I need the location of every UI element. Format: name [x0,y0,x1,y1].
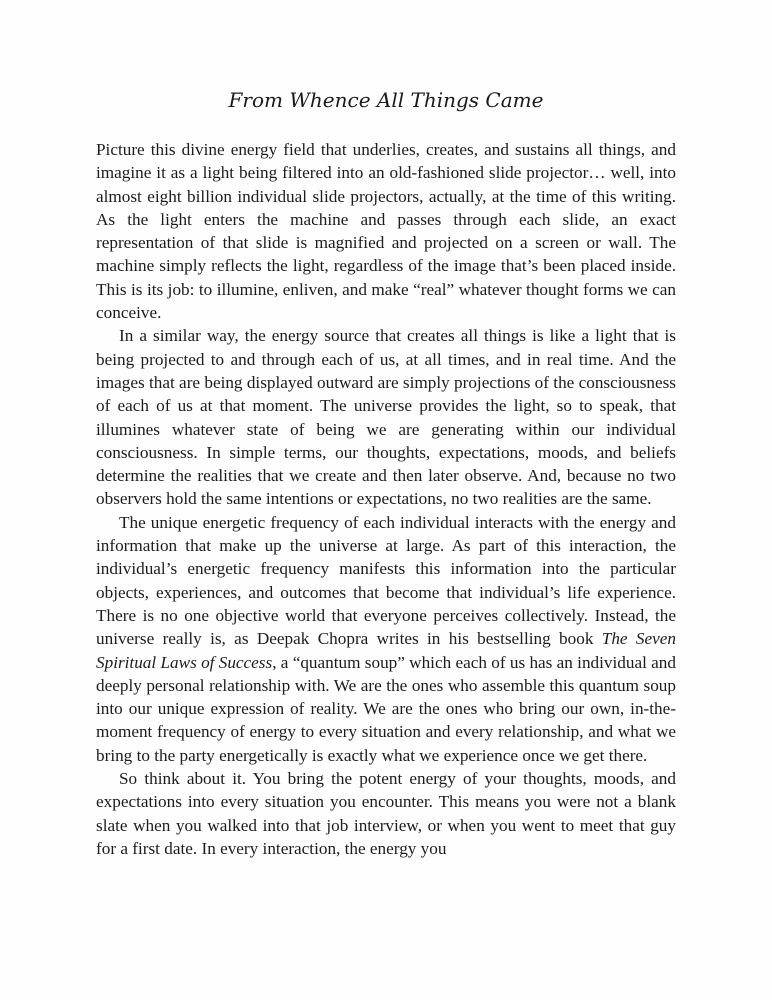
paragraph-2: In a similar way, the energy source that creates all things is like a light that is being projected to and through each of us, at all times, and in real time. And the images that are being displayed outward are simply projections of the consciousness of each of us at that moment. The universe provides the light, so to speak, that illumines whatever state of being we are generating within our individual consciousness. In simple terms, our thoughts, expectations, moods, and beliefs determine the realities that we create and then later observe. And, because no two observers hold the same intentions or expectations, no two realities are the same. [96,326,676,509]
paragraph-4: So think about it. You bring the potent energy of your thoughts, moods, and expectations into every situation you encounter. This means you were not a blank slate when you walked into that job interview, or when you went to meet that guy for a first date. In every interaction, the energy you [96,769,676,858]
paragraph-3-text-after: , a “quantum soup” which each of us has an individual and deeply personal relationship with. We are the ones who assemble this quantum soup into our unique expression of reality. We are the ones who bring our own, in-the-moment frequency of energy to every situation and every relationship, and what we bring to the party energetically is exactly what we experience once we get there. [96,652,676,765]
paragraph-3 [96,511,676,767]
book-title-reference: The Seven Spiritual Laws of Success [96,629,676,672]
chapter-title: From Whence All Things Came [228,88,544,112]
paragraph-3-text-before: The unique energetic frequency of each individual interacts with the energy and information that make up the universe at large. As part of this interaction, the individual’s energetic frequency manifests this information into the particular objects, experiences, and outcomes that become that individual’s life experience. There is no one objective world that everyone perceives collectively. Instead, the universe really is, as Deepak Chopra writes in his bestselling book [96,512,676,649]
paragraph-1: Picture this divine energy field that underlies, creates, and sustains all things, and imagine it as a light being filtered into an old-fashioned slide projector… well, into almost eight billion individual slide projectors, actually, at the time of this writing. As the light enters the machine and passes through each slide, an exact representation of that slide is magnified and projected on a screen or wall. The machine simply reflects the light, regardless of the image that’s been placed inside. This is its job: to illumine, enliven, and make “real” whatever thought forms we can conceive. [96,140,676,323]
body-text [96,138,676,860]
